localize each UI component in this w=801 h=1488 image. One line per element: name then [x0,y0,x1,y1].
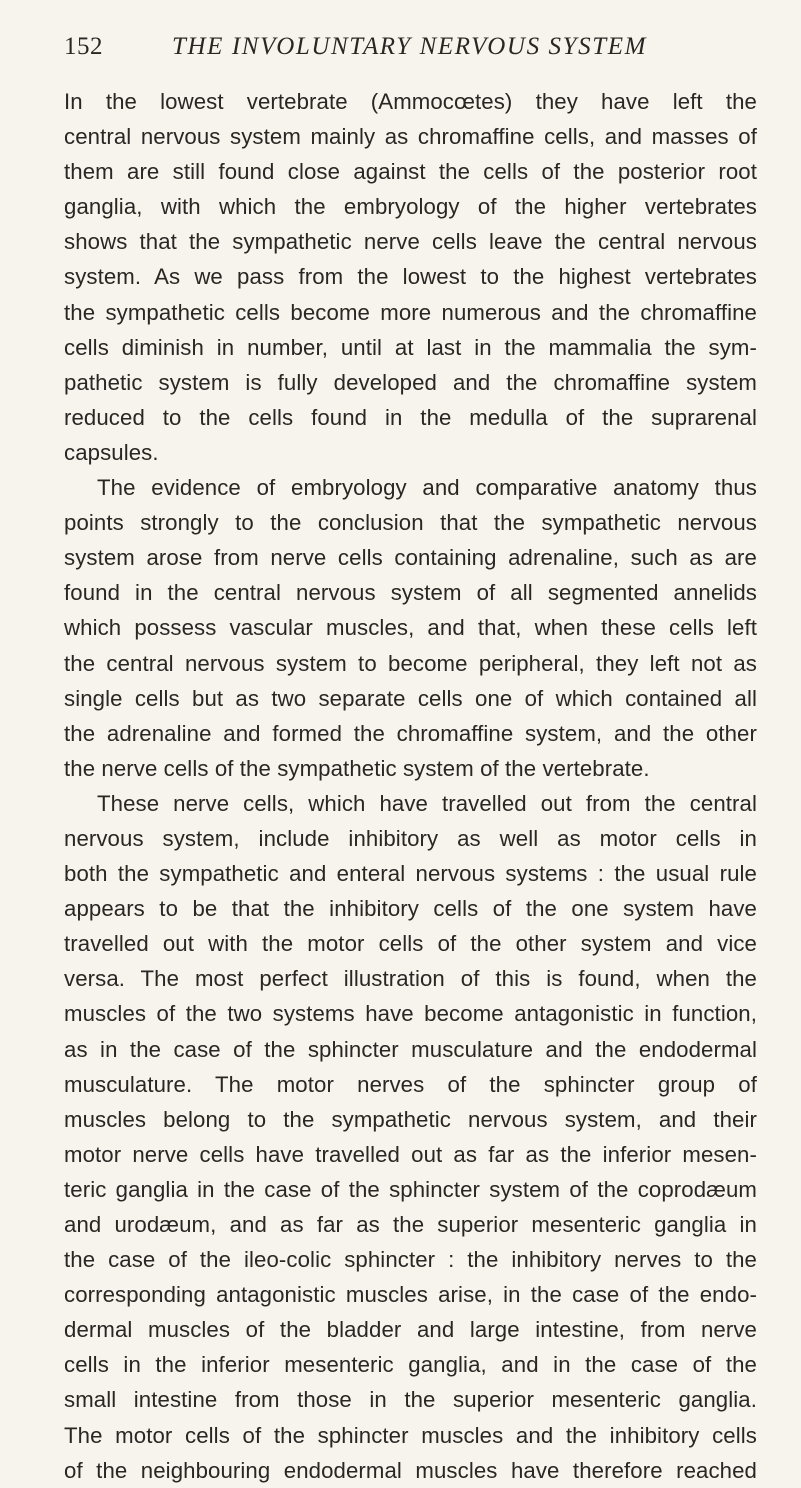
text-line: system arose from nerve cells containing adrenaline, such as are [64,545,757,571]
text-line: central nervous system mainly as chromaffine cells, and masses of [64,124,757,150]
text-line: These nerve cells, which have travelled out from the central [97,790,757,816]
text-line: of the neighbouring endodermal muscles have therefore reached [64,1457,757,1483]
text-line: reduced to the cells found in the medulla of the suprarenal [64,404,757,430]
text-line: which possess vascular muscles, and that, when these cells left [64,615,757,641]
running-head: THE INVOLUNTARY NERVOUS SYSTEM [172,33,648,60]
text-line: the central nervous system to become peripheral, they left not as [64,650,757,676]
text-line: pathetic system is fully developed and the chromaffine system [64,369,757,395]
text-line: nervous system, include inhibitory as well as motor cells in [64,825,757,851]
text-line: In the lowest vertebrate (Ammocœtes) they have left the [64,89,757,114]
text-line: system. As we pass from the lowest to the highest vertebrates [64,264,757,290]
text-line: points strongly to the conclusion that the sympathetic nervous [64,510,757,536]
text-line: travelled out with the motor cells of the other system and vice [64,931,757,957]
text-line: musculature. The motor nerves of the sphincter group of [64,1071,757,1097]
text-line: muscles belong to the sympathetic nervous system, and their [64,1106,757,1132]
text-line: cells in the inferior mesenteric ganglia, and in the case of the [64,1352,757,1378]
text-line: cells diminish in number, until at last in the mammalia the sym- [64,334,757,360]
text-line: dermal muscles of the bladder and large intestine, from nerve [64,1317,757,1343]
text-line: muscles of the two systems have become antagonistic in function, [64,1001,757,1027]
text-line: the sympathetic cells become more numerous and the chromaffine [64,299,757,325]
text-line: corresponding antagonistic muscles arise, in the case of the endo- [64,1282,757,1308]
text-line: them are still found close against the cells of the posterior root [64,159,757,185]
text-line: both the sympathetic and enteral nervous systems : the usual rule [64,861,757,887]
page-header [64,33,754,73]
text-line: capsules. [64,439,159,465]
text-line: small intestine from those in the superior mesenteric ganglia. [64,1387,757,1413]
text-line: motor nerve cells have travelled out as far as the inferior mesen- [64,1141,757,1167]
body-text [64,84,757,1488]
text-line: found in the central nervous system of all segmented annelids [64,580,757,606]
text-line: teric ganglia in the case of the sphincter system of the coprodæum [64,1176,757,1202]
page-number: 152 [64,33,103,60]
text-line: versa. The most perfect illustration of this is found, when the [64,966,757,992]
text-line: ganglia, with which the embryology of the higher vertebrates [64,194,757,220]
text-line: appears to be that the inhibitory cells of the one system have [64,896,757,922]
text-line: and urodæum, and as far as the superior mesenteric ganglia in [64,1212,757,1237]
text-line: single cells but as two separate cells one of which contained all [64,685,757,711]
text-line: The motor cells of the sphincter muscles and the inhibitory cells [64,1422,757,1448]
text-line: shows that the sympathetic nerve cells leave the central nervous [64,229,757,255]
text-line: The evidence of embryology and comparative anatomy thus [97,475,757,501]
text-line: the case of the ileo-colic sphincter : the inhibitory nerves to the [64,1247,757,1273]
text-line: as in the case of the sphincter musculature and the endodermal [64,1036,757,1062]
text-line: the nerve cells of the sympathetic system of the vertebrate. [64,755,650,781]
text-line: the adrenaline and formed the chromaffine system, and the other [64,720,757,746]
